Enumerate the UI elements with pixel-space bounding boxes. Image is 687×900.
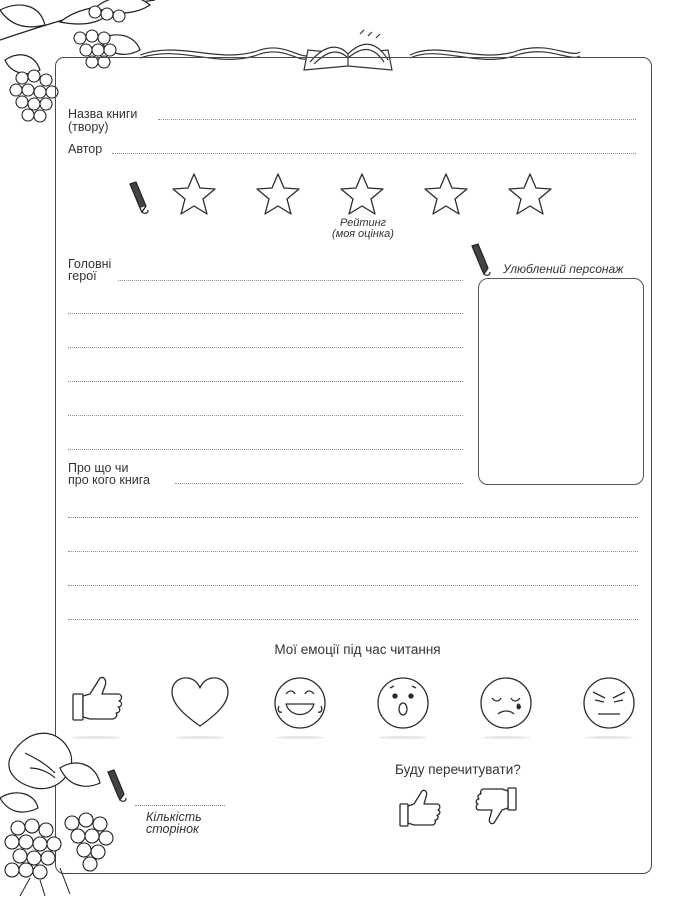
emotions-row [60,672,650,749]
about-field-line-1[interactable] [175,483,463,484]
pages-count-label-line2: сторінок [146,822,199,836]
rating-star-4[interactable] [425,174,467,214]
reread-options [398,786,523,841]
viburnum-branch-bottom-illustration [0,728,125,898]
book-title-label-line2: (твору) [68,120,109,134]
author-label: Автор [68,142,103,156]
reread-yes-thumbs-up-icon[interactable] [400,790,440,826]
book-title-field[interactable] [158,119,636,120]
about-field-line-3[interactable] [68,551,638,552]
rating-star-2[interactable] [257,174,299,214]
heroes-field-line-2[interactable] [68,313,463,314]
rating-star-1[interactable] [173,174,215,214]
pages-count-label [146,811,202,835]
emotion-thumbs-up-icon[interactable] [73,677,122,720]
favorite-character-label: Улюблений персонаж [503,262,624,276]
about-field-line-5[interactable] [68,619,638,620]
heroes-field-line-4[interactable] [68,381,463,382]
heroes-field-line-3[interactable] [68,347,463,348]
about-label-line1: Про що чи [68,461,129,475]
emotion-angry-face-icon[interactable] [584,678,634,728]
pages-count-label-line1: Кількість [146,810,202,824]
about-label [68,462,150,486]
heroes-field-line-6[interactable] [68,449,463,450]
author-field[interactable] [112,153,636,154]
emotion-heart-icon[interactable] [172,678,228,726]
reread-no-thumbs-down-icon[interactable] [476,788,516,824]
heroes-field-line-5[interactable] [68,415,463,416]
emotion-shadow [585,736,633,739]
about-field-line-2[interactable] [68,517,638,518]
book-title-label-line1: Назва книги [68,107,138,121]
book-title-label [68,108,137,134]
rating-label-line2: (моя оцінка) [332,228,394,240]
emotions-title: Мої емоції під час читання [274,642,441,657]
pencil-icon [128,182,150,216]
emotion-crying-face-icon[interactable] [481,678,531,728]
pages-count-field[interactable] [135,805,225,806]
emotion-surprised-face-icon[interactable] [378,678,428,728]
favorite-character-drawing-box[interactable] [478,278,644,485]
rating-star-5[interactable] [509,174,551,214]
about-label-line2: про кого книга [68,473,151,487]
emotion-laughing-face-icon[interactable] [275,678,325,728]
rating-star-3[interactable] [341,174,383,214]
emotion-shadow [176,736,224,739]
reread-title: Буду перечитувати? [395,762,521,777]
heroes-label-line1: Головні [68,257,112,271]
rating-stars [170,172,640,223]
emotion-shadow [482,736,530,739]
heroes-label [68,258,111,282]
rating-label [318,218,408,240]
emotion-shadow [276,736,324,739]
heroes-field-line-1[interactable] [118,280,463,281]
emotion-shadow [379,736,427,739]
heroes-label-line2: герої [68,269,97,283]
pencil-icon [470,244,492,278]
about-field-line-4[interactable] [68,585,638,586]
rating-label-line1: Рейтинг [339,217,387,229]
